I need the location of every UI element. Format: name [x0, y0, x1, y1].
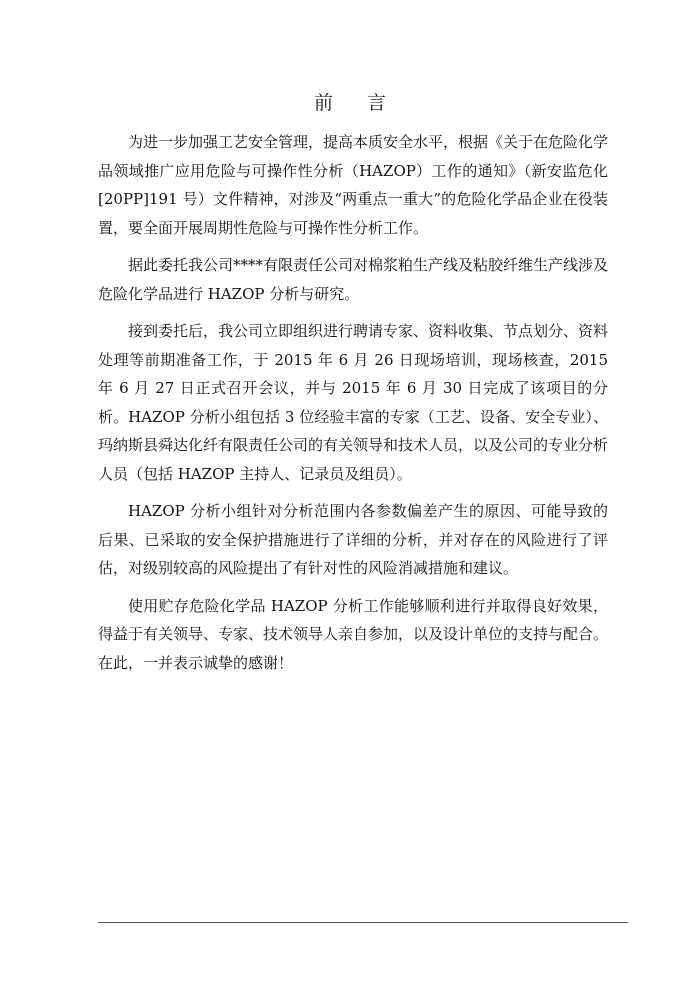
paragraph-4: HAZOP 分析小组针对分析范围内各参数偏差产生的原因、可能导致的后果、已采取的安全保护措施进行了详细的分析，并对存在的风险进行了评估，对级别较高的风险提出了有针对性的风险消减措施和建议。	[98, 502, 608, 577]
footer-divider	[98, 922, 628, 923]
paragraph-2: 据此委托我公司****有限责任公司对棉浆粕生产线及粘胶纤维生产线涉及危险化学品进行 HAZOP 分析与研究。	[98, 256, 609, 303]
paragraph-1: 为进一步加强工艺安全管理，提高本质安全水平，根据《关于在危险化学品领域推广应用危险与可操作性分析（HAZOP）工作的通知》（新安监危化[20PP]191 号）文件精神，对涉及“两重点一重大”的危险化学品企业在役装置，要全面开展周期性危险与可操作性分析工作。	[98, 133, 609, 237]
preface-body	[98, 128, 608, 686]
page-title: 前 言	[313, 92, 401, 114]
paragraph-3: 接到委托后，我公司立即组织进行聘请专家、资料收集、节点划分、资料处理等前期准备工作，于 2015 年 6 月 26 日现场培训，现场核查，2015 年 6 月 27 日正式召开会议，并与 2015 年 6 月 30 日完成了该项目的分析。HAZOP 分析小组包括 3 位经验丰富的专家（工艺、设备、安全专业）、玛纳斯县舜达化纤有限责任公司的有关领导和技术人员，以及公司的专业分析人员（包括 HAZOP 主持人、记录员及组员）。	[98, 322, 609, 483]
paragraph-5: 使用贮存危险化学品 HAZOP 分析工作能够顺利进行并取得良好效果，得益于有关领导、专家、技术领导人亲自参加，以及设计单位的支持与配合。在此，一并表示诚挚的感谢！	[98, 596, 609, 672]
